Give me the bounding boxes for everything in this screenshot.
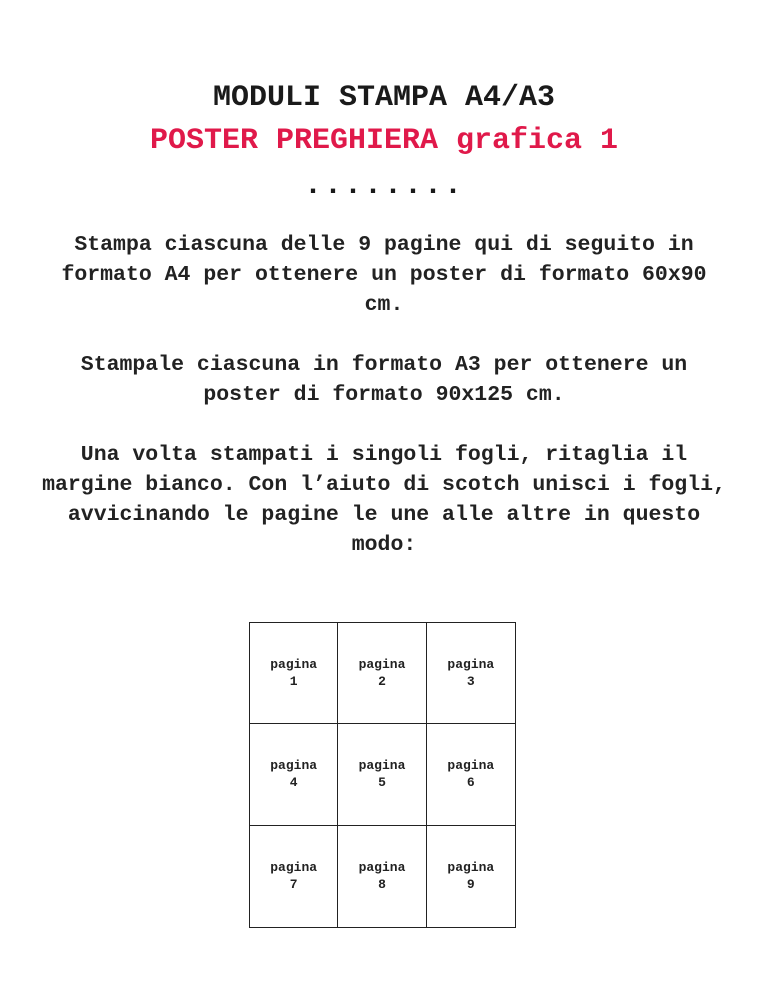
grid-cell-8 (338, 826, 426, 927)
grid-cell-1 (250, 623, 338, 724)
grid-cell-9 (427, 826, 515, 927)
grid-cell-number: 9 (466, 877, 475, 893)
grid-cell-6 (427, 724, 515, 825)
grid-cell-number: 3 (466, 674, 475, 690)
grid-cell-label: pagina (447, 758, 495, 774)
grid-cell-label: pagina (270, 860, 318, 876)
grid-cell-label: pagina (358, 657, 406, 673)
page-layout-grid (249, 622, 516, 928)
grid-cell-number: 7 (289, 877, 298, 893)
grid-cell-number: 4 (289, 775, 298, 791)
grid-cell-label: pagina (358, 860, 406, 876)
grid-cell-4 (250, 724, 338, 825)
grid-cell-number: 2 (378, 674, 386, 690)
grid-cell-label: pagina (358, 758, 406, 774)
grid-cell-2 (338, 623, 426, 724)
grid-cell-3 (427, 623, 515, 724)
grid-cell-label: pagina (270, 758, 318, 774)
grid-cell-label: pagina (447, 860, 495, 876)
grid-cell-5 (338, 724, 426, 825)
dots-divider: ........ (303, 169, 465, 203)
grid-cell-label: pagina (270, 657, 318, 673)
grid-cell-number: 5 (378, 775, 386, 791)
grid-cell-number: 6 (466, 775, 475, 791)
instruction-paragraph-a3: Stampale ciascuna in formato A3 per ottenere un poster di formato 90x125 cm. (80, 353, 688, 407)
grid-cell-7 (250, 826, 338, 927)
grid-cell-number: 1 (289, 674, 298, 690)
instruction-paragraph-assembly: Una volta stampati i singoli fogli, ritaglia il margine bianco. Con l’aiuto di scotch unisci i fogli, avvicinando le pagine le une alle altre in questo modo: (42, 443, 726, 557)
grid-cell-label: pagina (447, 657, 495, 673)
page-subtitle: POSTER PREGHIERA grafica 1 (149, 124, 619, 158)
instruction-paragraph-a4: Stampa ciascuna delle 9 pagine qui di seguito in formato A4 per ottenere un poster di formato 60x90 cm. (61, 233, 707, 317)
grid-cell-number: 8 (378, 877, 386, 893)
page-title: MODULI STAMPA A4/A3 (212, 81, 556, 115)
